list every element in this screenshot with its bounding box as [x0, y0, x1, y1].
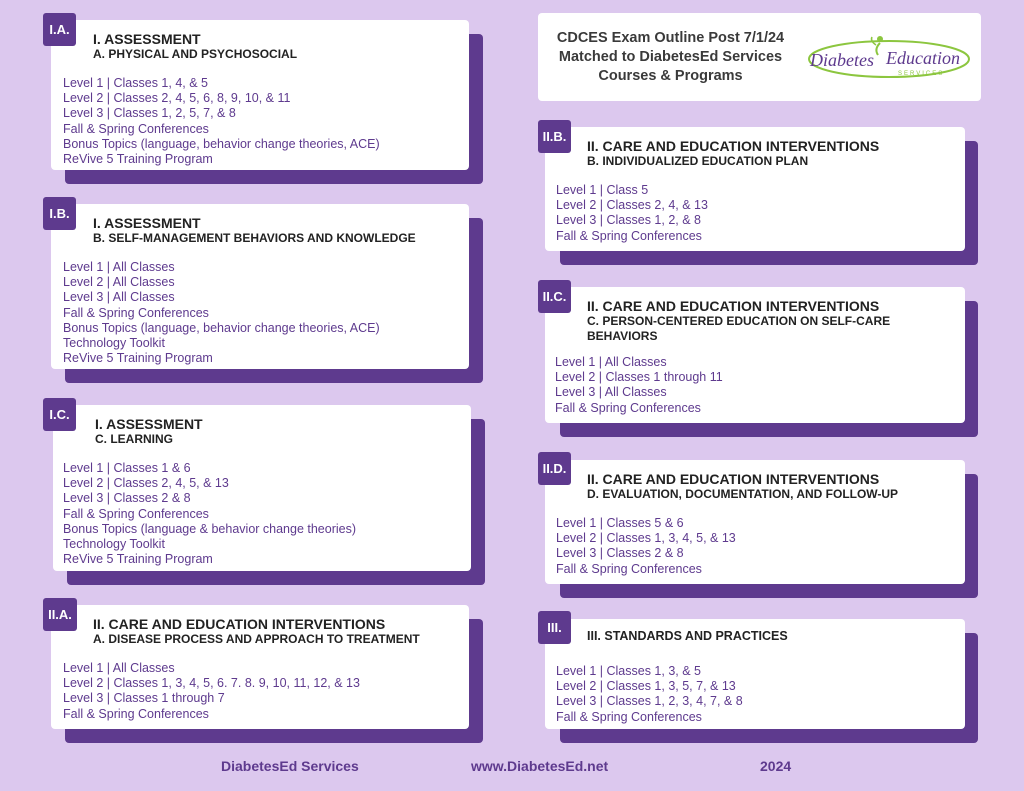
- list-item: Level 1 | Class 5: [556, 183, 649, 197]
- item-list: [63, 76, 457, 167]
- item-list: [556, 516, 953, 577]
- section-card-iid: [545, 460, 965, 584]
- list-item: Fall & Spring Conferences: [63, 706, 209, 721]
- list-item: Level 3 | Classes 2 & 8: [63, 491, 191, 506]
- list-item: Level 3 | Classes 1, 2, & 8: [556, 213, 701, 228]
- section-tag: II.B.: [538, 120, 571, 153]
- section-subtitle: A. PHYSICAL AND PSYCHOSOCIAL: [93, 47, 298, 61]
- section-subtitle: C. LEARNING: [95, 432, 173, 446]
- section-tag: II.D.: [538, 452, 571, 485]
- section-subtitle: D. EVALUATION, DOCUMENTATION, AND FOLLOW-UP: [587, 487, 899, 501]
- list-item: Fall & Spring Conferences: [63, 121, 209, 136]
- list-item: Level 1 | Classes 1, 3, & 5: [556, 664, 701, 678]
- section-subtitle: C. PERSON-CENTERED EDUCATION ON SELF-CARE BEHAVIORS: [587, 314, 891, 343]
- section-card-ic: [53, 405, 471, 571]
- section-tag: II.A.: [43, 598, 77, 631]
- list-item: Level 1 | All Classes: [555, 355, 667, 369]
- list-item: Level 2 | Classes 2, 4, 5, & 13: [63, 476, 229, 491]
- item-list: [556, 664, 953, 725]
- section-subtitle: B. SELF-MANAGEMENT BEHAVIORS AND KNOWLEDGE: [93, 231, 416, 245]
- title-card: [538, 13, 981, 101]
- section-card-ia: [51, 20, 469, 170]
- page-title: [538, 29, 803, 86]
- list-item: Level 1 | Classes 1 & 6: [63, 461, 191, 475]
- section-title: II. CARE AND EDUCATION INTERVENTIONS: [587, 138, 880, 154]
- section-tag: III.: [538, 611, 571, 644]
- list-item: ReVive 5 Training Program: [63, 351, 213, 366]
- list-item: Level 3 | Classes 1 through 7: [63, 691, 225, 706]
- logo-word-diabetes: Diabetes: [810, 50, 874, 70]
- list-item: Level 2 | All Classes: [63, 275, 175, 290]
- section-title: I. ASSESSMENT: [95, 416, 203, 432]
- title-line-3: Courses & Programs: [598, 68, 743, 84]
- section-title: II. CARE AND EDUCATION INTERVENTIONS: [587, 298, 880, 314]
- section-title: II. CARE AND EDUCATION INTERVENTIONS: [93, 616, 386, 632]
- list-item: Level 3 | Classes 1, 2, 5, 7, & 8: [63, 106, 236, 121]
- title-line-2: Matched to DiabetesEd Services: [558, 49, 783, 65]
- list-item: Technology Toolkit: [63, 336, 165, 351]
- list-item: Level 2 | Classes 1 through 11: [555, 370, 723, 385]
- list-item: ReVive 5 Training Program: [63, 552, 213, 567]
- list-item: Technology Toolkit: [63, 537, 165, 552]
- section-tag: I.C.: [43, 398, 76, 431]
- list-item: Fall & Spring Conferences: [556, 228, 702, 243]
- item-list: [555, 355, 953, 416]
- list-item: Level 1 | All Classes: [63, 661, 175, 675]
- section-title: III. STANDARDS AND PRACTICES: [587, 629, 788, 643]
- list-item: Level 3 | Classes 2 & 8: [556, 546, 684, 561]
- list-item: Bonus Topics (language & behavior change theories): [63, 521, 357, 536]
- section-title: I. ASSESSMENT: [93, 31, 201, 47]
- list-item: Level 2 | Classes 2, 4, 5, 6, 8, 9, 10, & 11: [63, 91, 291, 106]
- section-title: II. CARE AND EDUCATION INTERVENTIONS: [587, 471, 880, 487]
- section-tag: I.B.: [43, 197, 76, 230]
- title-line-1: CDCES Exam Outline Post 7/1/24: [556, 30, 785, 46]
- item-list: [63, 260, 457, 366]
- list-item: Fall & Spring Conferences: [555, 400, 701, 415]
- list-item: Level 1 | Classes 5 & 6: [556, 516, 684, 530]
- item-list: [63, 461, 459, 567]
- section-title: I. ASSESSMENT: [93, 215, 201, 231]
- section-tag: II.C.: [538, 280, 571, 313]
- list-item: Bonus Topics (language, behavior change theories, ACE): [63, 136, 380, 151]
- footer-url[interactable]: www.DiabetesEd.net: [471, 758, 609, 774]
- list-item: Level 2 | Classes 1, 3, 4, 5, & 13: [556, 531, 736, 546]
- logo-word-services: SERVICES: [898, 71, 945, 77]
- section-subtitle: A. DISEASE PROCESS AND APPROACH TO TREATMENT: [93, 632, 420, 646]
- item-list: [556, 183, 953, 244]
- section-card-iic: [545, 287, 965, 423]
- list-item: Fall & Spring Conferences: [556, 561, 702, 576]
- logo-word-education: Education: [886, 48, 960, 68]
- section-subtitle: B. INDIVIDUALIZED EDUCATION PLAN: [587, 154, 809, 168]
- section-tag: I.A.: [43, 13, 76, 46]
- list-item: Fall & Spring Conferences: [63, 506, 209, 521]
- list-item: Level 3 | All Classes: [555, 385, 667, 400]
- list-item: Level 2 | Classes 2, 4, & 13: [556, 198, 708, 213]
- diabetes-education-logo: [806, 33, 971, 83]
- section-card-iii: [545, 619, 965, 729]
- footer-year: 2024: [760, 758, 792, 774]
- section-card-iia: [51, 605, 469, 729]
- item-list: [63, 661, 457, 722]
- list-item: Level 3 | Classes 1, 2, 3, 4, 7, & 8: [556, 694, 743, 709]
- list-item: Level 3 | All Classes: [63, 290, 175, 305]
- list-item: Level 2 | Classes 1, 3, 4, 5, 6. 7. 8. 9, 10, 11, 12, & 13: [63, 676, 360, 691]
- list-item: Bonus Topics (language, behavior change theories, ACE): [63, 320, 380, 335]
- section-card-ib: [51, 204, 469, 369]
- footer-org: DiabetesEd Services: [221, 758, 359, 774]
- list-item: Fall & Spring Conferences: [63, 305, 209, 320]
- list-item: ReVive 5 Training Program: [63, 152, 213, 167]
- section-card-iib: [545, 127, 965, 251]
- list-item: Level 2 | Classes 1, 3, 5, 7, & 13: [556, 679, 736, 694]
- list-item: Level 1 | Classes 1, 4, & 5: [63, 76, 208, 90]
- list-item: Level 1 | All Classes: [63, 260, 175, 274]
- list-item: Fall & Spring Conferences: [556, 709, 702, 724]
